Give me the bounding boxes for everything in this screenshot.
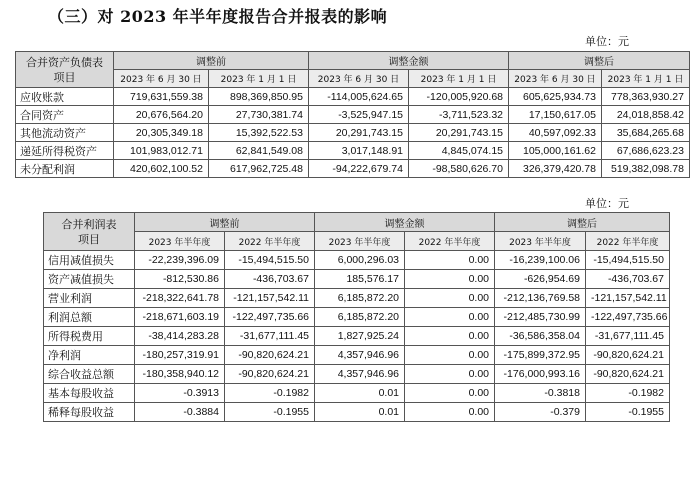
table-cell: 0.00 bbox=[405, 289, 495, 308]
table-cell: 0.01 bbox=[315, 384, 405, 403]
balance-sheet-table bbox=[15, 51, 690, 178]
table-cell: 326,379,420.78 bbox=[509, 160, 602, 178]
table-cell: -121,157,542.11 bbox=[225, 289, 315, 308]
table-cell: 0.00 bbox=[405, 327, 495, 346]
table-cell: -218,671,603.19 bbox=[135, 308, 225, 327]
table-corner-header bbox=[44, 213, 135, 251]
table-cell: 3,017,148.91 bbox=[309, 142, 409, 160]
row-label: 未分配利润 bbox=[16, 160, 114, 178]
corner-line-2: 项目 bbox=[53, 70, 76, 84]
table-cell: 6,185,872.20 bbox=[315, 308, 405, 327]
row-label: 合同资产 bbox=[16, 106, 114, 124]
table-cell: -3,525,947.15 bbox=[309, 106, 409, 124]
table-row bbox=[16, 142, 690, 160]
row-label: 基本每股收益 bbox=[44, 384, 135, 403]
table-cell: 6,185,872.20 bbox=[315, 289, 405, 308]
row-label: 所得税费用 bbox=[44, 327, 135, 346]
corner-line-1: 合并资产负债表 bbox=[26, 55, 103, 69]
income-statement-table bbox=[43, 212, 670, 422]
table-cell: -31,677,111.45 bbox=[586, 327, 670, 346]
group-header-before: 调整前 bbox=[135, 213, 315, 232]
table-cell: 24,018,858.42 bbox=[602, 106, 690, 124]
table-cell: -114,005,624.65 bbox=[309, 88, 409, 106]
table-cell: 62,841,549.08 bbox=[209, 142, 309, 160]
table-cell: 0.00 bbox=[405, 308, 495, 327]
table-cell: -38,414,283.28 bbox=[135, 327, 225, 346]
table-row bbox=[44, 403, 670, 422]
table-row bbox=[44, 270, 670, 289]
table-cell: -180,358,940.12 bbox=[135, 365, 225, 384]
table-cell: 778,363,930.27 bbox=[602, 88, 690, 106]
row-label: 应收账款 bbox=[16, 88, 114, 106]
table-cell: -436,703.67 bbox=[586, 270, 670, 289]
column-header: 2023 年半年度 bbox=[315, 232, 405, 251]
column-header: 2022 年半年度 bbox=[225, 232, 315, 251]
table-cell: -122,497,735.66 bbox=[586, 308, 670, 327]
table-cell: 719,631,559.38 bbox=[114, 88, 209, 106]
column-header: 2023 年 1 月 1 日 bbox=[602, 70, 690, 88]
table-cell: 898,369,850.95 bbox=[209, 88, 309, 106]
table-cell: 4,357,946.96 bbox=[315, 365, 405, 384]
row-label: 资产减值损失 bbox=[44, 270, 135, 289]
table-row bbox=[44, 384, 670, 403]
table-cell: -812,530.86 bbox=[135, 270, 225, 289]
table-cell: -121,157,542.11 bbox=[586, 289, 670, 308]
column-header: 2022 年半年度 bbox=[586, 232, 670, 251]
table-cell: -15,494,515.50 bbox=[586, 251, 670, 270]
column-header: 2023 年 1 月 1 日 bbox=[409, 70, 509, 88]
row-label: 其他流动资产 bbox=[16, 124, 114, 142]
table-cell: 605,625,934.73 bbox=[509, 88, 602, 106]
table-cell: 6,000,296.03 bbox=[315, 251, 405, 270]
table-cell: -180,257,319.91 bbox=[135, 346, 225, 365]
table-row bbox=[16, 88, 690, 106]
table-cell: -0.1982 bbox=[586, 384, 670, 403]
table-cell: 0.00 bbox=[405, 403, 495, 422]
table-cell: 0.00 bbox=[405, 346, 495, 365]
table-cell: -212,136,769.58 bbox=[495, 289, 586, 308]
table-cell: -0.379 bbox=[495, 403, 586, 422]
column-header: 2023 年半年度 bbox=[135, 232, 225, 251]
table-cell: -626,954.69 bbox=[495, 270, 586, 289]
table-cell: -15,494,515.50 bbox=[225, 251, 315, 270]
table-cell: -0.1982 bbox=[225, 384, 315, 403]
table-row bbox=[44, 251, 670, 270]
table-cell: 519,382,098.78 bbox=[602, 160, 690, 178]
table-cell: 0.00 bbox=[405, 251, 495, 270]
group-header-adjustment: 调整金额 bbox=[309, 52, 509, 70]
table-row bbox=[44, 346, 670, 365]
group-header-adjustment: 调整金额 bbox=[315, 213, 495, 232]
table-cell: 420,602,100.52 bbox=[114, 160, 209, 178]
row-label: 净利润 bbox=[44, 346, 135, 365]
row-label: 综合收益总额 bbox=[44, 365, 135, 384]
table-cell: -436,703.67 bbox=[225, 270, 315, 289]
table-cell: 20,291,743.15 bbox=[409, 124, 509, 142]
table-cell: 0.00 bbox=[405, 365, 495, 384]
table-row bbox=[44, 289, 670, 308]
table-cell: 20,676,564.20 bbox=[114, 106, 209, 124]
group-header-after: 调整后 bbox=[495, 213, 670, 232]
table-cell: 185,576.17 bbox=[315, 270, 405, 289]
table-cell: 4,845,074.15 bbox=[409, 142, 509, 160]
row-label: 利润总额 bbox=[44, 308, 135, 327]
table-cell: 617,962,725.48 bbox=[209, 160, 309, 178]
column-header: 2023 年 1 月 1 日 bbox=[209, 70, 309, 88]
table-cell: -31,677,111.45 bbox=[225, 327, 315, 346]
table-cell: 0.00 bbox=[405, 384, 495, 403]
table-cell: -0.3913 bbox=[135, 384, 225, 403]
table-cell: -90,820,624.21 bbox=[225, 365, 315, 384]
row-label: 营业利润 bbox=[44, 289, 135, 308]
table-cell: -3,711,523.32 bbox=[409, 106, 509, 124]
table-row bbox=[44, 308, 670, 327]
table-cell: -90,820,624.21 bbox=[586, 346, 670, 365]
group-header-before: 调整前 bbox=[114, 52, 309, 70]
table-cell: -94,222,679.74 bbox=[309, 160, 409, 178]
table-cell: -175,899,372.95 bbox=[495, 346, 586, 365]
corner-line-2: 项目 bbox=[78, 232, 100, 246]
table-row bbox=[16, 106, 690, 124]
table-cell: 101,983,012.71 bbox=[114, 142, 209, 160]
table-cell: -120,005,920.68 bbox=[409, 88, 509, 106]
table-cell: -0.1955 bbox=[225, 403, 315, 422]
table-cell: -36,586,358.04 bbox=[495, 327, 586, 346]
table-cell: -122,497,735.66 bbox=[225, 308, 315, 327]
table-corner-header bbox=[16, 52, 114, 88]
table-row bbox=[16, 160, 690, 178]
table-cell: -98,580,626.70 bbox=[409, 160, 509, 178]
table-cell: 35,684,265.68 bbox=[602, 124, 690, 142]
income-statement-unit: 单位：元 bbox=[585, 197, 629, 210]
table-cell: -22,239,396.09 bbox=[135, 251, 225, 270]
table-cell: -90,820,624.21 bbox=[225, 346, 315, 365]
table-row bbox=[16, 124, 690, 142]
column-header: 2023 年 6 月 30 日 bbox=[309, 70, 409, 88]
table-cell: -0.1955 bbox=[586, 403, 670, 422]
row-label: 信用减值损失 bbox=[44, 251, 135, 270]
table-cell: 4,357,946.96 bbox=[315, 346, 405, 365]
table-cell: 20,305,349.18 bbox=[114, 124, 209, 142]
column-header: 2023 年 6 月 30 日 bbox=[509, 70, 602, 88]
table-cell: -176,000,993.16 bbox=[495, 365, 586, 384]
column-header: 2023 年半年度 bbox=[495, 232, 586, 251]
table-cell: -16,239,100.06 bbox=[495, 251, 586, 270]
table-cell: -0.3884 bbox=[135, 403, 225, 422]
table-cell: 0.00 bbox=[405, 270, 495, 289]
table-cell: 67,686,623.23 bbox=[602, 142, 690, 160]
table-cell: -0.3818 bbox=[495, 384, 586, 403]
table-cell: 40,597,092.33 bbox=[509, 124, 602, 142]
row-label: 稀释每股收益 bbox=[44, 403, 135, 422]
page-title: （三）对 2023 年半年度报告合并报表的影响 bbox=[48, 7, 388, 26]
table-cell: 105,000,161.62 bbox=[509, 142, 602, 160]
table-cell: -90,820,624.21 bbox=[586, 365, 670, 384]
column-header: 2022 年半年度 bbox=[405, 232, 495, 251]
table-row bbox=[44, 327, 670, 346]
table-cell: 20,291,743.15 bbox=[309, 124, 409, 142]
table-cell: 0.01 bbox=[315, 403, 405, 422]
table-row bbox=[44, 365, 670, 384]
table-cell: 1,827,925.24 bbox=[315, 327, 405, 346]
row-label: 递延所得税资产 bbox=[16, 142, 114, 160]
table-cell: 15,392,522.53 bbox=[209, 124, 309, 142]
table-cell: 17,150,617.05 bbox=[509, 106, 602, 124]
balance-sheet-unit: 单位：元 bbox=[585, 35, 629, 48]
table-cell: -218,322,641.78 bbox=[135, 289, 225, 308]
column-header: 2023 年 6 月 30 日 bbox=[114, 70, 209, 88]
group-header-after: 调整后 bbox=[509, 52, 690, 70]
table-cell: -212,485,730.99 bbox=[495, 308, 586, 327]
corner-line-1: 合并利润表 bbox=[61, 217, 117, 231]
table-cell: 27,730,381.74 bbox=[209, 106, 309, 124]
